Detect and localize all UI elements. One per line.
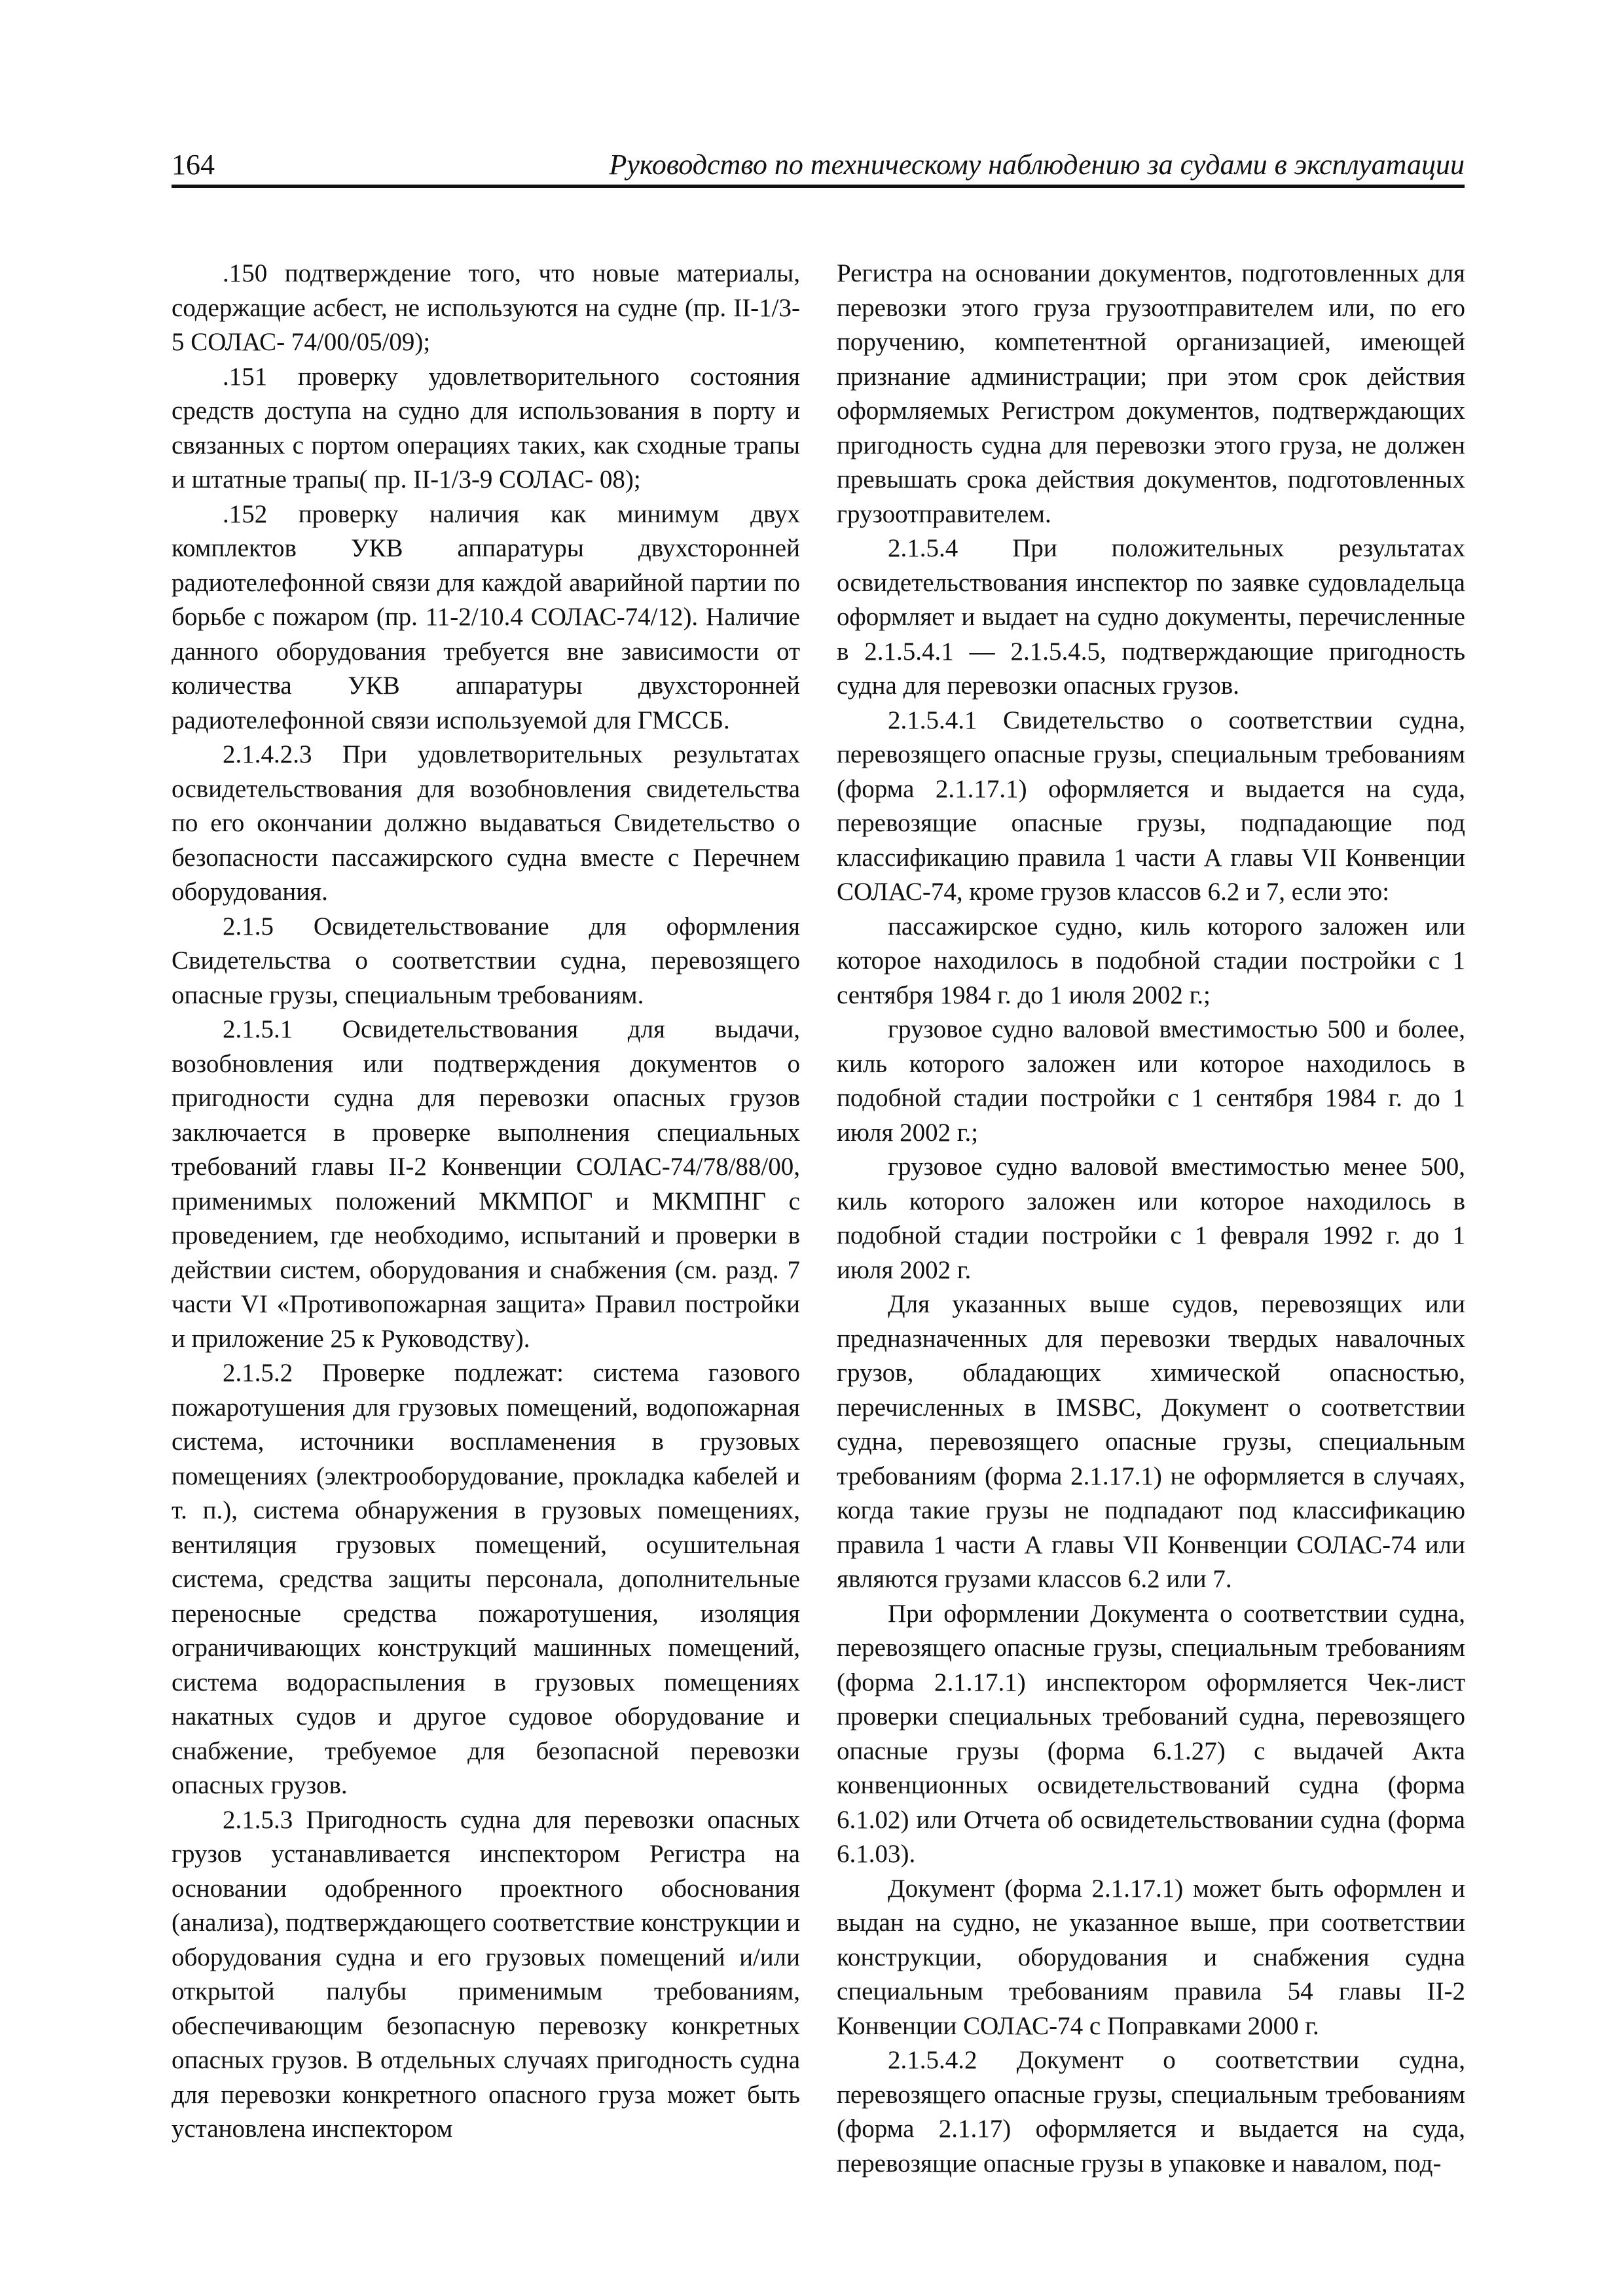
paragraph-150: .150 подтверждение того, что новые материалы, содержащие асбест, не используются на судне (пр. II-1/3-5 СОЛАС- 74/00/05/09);: [172, 259, 800, 356]
paragraph-2-1-4-2-3: 2.1.4.2.3 При удовлетворительных результатах освидетельствования для возобновления свидетельства по его окончании должно выдаваться Свидетельство о безопасности пассажирского судна вместе с Перечнем оборудования.: [172, 740, 800, 906]
running-title: Руководство по техническому наблюдению за судами в эксплуатации: [609, 149, 1465, 181]
paragraph-2-1-5-4-1: 2.1.5.4.1 Свидетельство о соответствии судна, перевозящего опасные грузы, специальным требованиям (форма 2.1.17.1) оформляется и выдается на суда, перевозящие опасные грузы, подпадающие под классификацию правила 1 части А главы VII Конвенции СОЛАС-74, кроме грузов классов 6.2 и 7, если это:: [837, 706, 1465, 906]
paragraph-152: .152 проверку наличия как минимум двух комплектов УКВ аппаратуры двухсторонней радиотелефонной связи для каждой аварийной партии по борьбе с пожаром (пр. 11-2/10.4 СОЛАС-74/12). Наличие данного оборудования требуется вне зависимости от количества УКВ аппаратуры двухсторонней радиотелефонной связи используемой для ГМССБ.: [172, 499, 800, 734]
right-column: [837, 257, 1465, 2181]
header-rule: [172, 185, 1465, 188]
paragraph-2-1-5-1: 2.1.5.1 Освидетельствования для выдачи, возобновления или подтверждения документов о пригодности судна для перевозки опасных грузов заключается в проверке выполнения специальных требований главы II-2 Конвенции СОЛАС-74/78/88/00, применимых положений МКМПОГ и МКМПНГ с проведением, где необходимо, испытаний и проверки в действии систем, оборудования и снабжения (см. разд. 7 части VI «Противопожарная защита» Правил постройки и приложение 25 к Руководству).: [172, 1015, 800, 1353]
page-number: 164: [172, 149, 215, 181]
paragraph-2-1-5-4-2: 2.1.5.4.2 Документ о соответствии судна, перевозящего опасные грузы, специальным требованиям (форма 2.1.17) оформляется и выдается на суда, перевозящие опасные грузы в упаковке и навалом, под-: [837, 2046, 1465, 2178]
paragraph-checklist: При оформлении Документа о соответствии судна, перевозящего опасные грузы, специальным требованиям (форма 2.1.17.1) инспектором оформляется Чек-лист проверки специальных требований судна, перевозящего опасные грузы (форма 6.1.27) с выдачей Акта конвенционных освидетельствований судна (форма 6.1.02) или Отчета об освидетельствовании судна (форма 6.1.03).: [837, 1599, 1465, 1868]
list-item-cargo-ship-under-500: грузовое судно валовой вместимостью менее 500, киль которого заложен или которое находилось в подобной стадии постройки с 1 февраля 1992 г. до 1 июля 2002 г.: [837, 1153, 1465, 1284]
list-item-cargo-ship-500-plus: грузовое судно валовой вместимостью 500 и более, киль которого заложен или которое находилось в подобной стадии постройки с 1 сентября 1984 г. до 1 июля 2002 г.;: [837, 1015, 1465, 1147]
section-heading-2-1-5: 2.1.5 Освидетельствование для оформления Свидетельства о соответствии судна, перевозящего опасные грузы, специальным требованиям.: [172, 912, 800, 1009]
left-column: [172, 257, 800, 2147]
page-header: [172, 145, 1465, 185]
paragraph-151: .151 проверку удовлетворительного состояния средств доступа на судно для использования в порту и связанных с портом операциях таких, как сходные трапы и штатные трапы( пр. II-1/3-9 СОЛАС- 08);: [172, 362, 800, 493]
paragraph-2-1-5-3-continued: Регистра на основании документов, подготовленных для перевозки этого груза грузоотправителем или, по его поручению, компетентной организацией, имеющей признание администрации; при этом срок действия оформляемых Регистром документов, подтверждающих пригодность судна для перевозки этого груза, не должен превышать срока действия документов, подготовленных грузоотправителем.: [837, 259, 1465, 528]
paragraph-2-1-5-3: 2.1.5.3 Пригодность судна для перевозки опасных грузов устанавливается инспектором Регистра на основании одобренного проектного обоснования (анализа), подтверждающего соответствие конструкции и оборудования судна и его грузовых помещений и/или открытой палубы применимым требованиям, обеспечивающим безопасную перевозку конкретных опасных грузов. В отдельных случаях пригодность судна для перевозки конкретного опасного груза может быть установлена инспектором: [172, 1805, 800, 2143]
paragraph-2-1-5-2: 2.1.5.2 Проверке подлежат: система газового пожаротушения для грузовых помещений, водопожарная система, источники воспламенения в грузовых помещениях (электрооборудование, прокладка кабелей и т. п.), система обнаружения в грузовых помещениях, вентиляция грузовых помещений, осушительная система, средства защиты персонала, дополнительные переносные средства пожаротушения, изоляция ограничивающих конструкций машинных помещений, система водораспыления в грузовых помещениях накатных судов и другое судовое оборудование и снабжение, требуемое для безопасной перевозки опасных грузов.: [172, 1359, 800, 1799]
paragraph-imsbc: Для указанных выше судов, перевозящих или предназначенных для перевозки твердых навалочных грузов, обладающих химической опасностью, перечисленных в IMSBC, Документ о соответствии судна, перевозящего опасные грузы, специальным требованиям (форма 2.1.17.1) не оформляется в случаях, когда такие грузы не подпадают под классификацию правила 1 части А главы VII Конвенции СОЛАС-74 или являются грузами классов 6.2 или 7.: [837, 1290, 1465, 1593]
list-item-passenger-ship: пассажирское судно, киль которого заложен или которое находилось в подобной стадии постройки с 1 сентября 1984 г. до 1 июля 2002 г.;: [837, 912, 1465, 1009]
paragraph-2-1-5-4: 2.1.5.4 При положительных результатах освидетельствования инспектор по заявке судовладельца оформляет и выдает на судно документы, перечисленные в 2.1.5.4.1 — 2.1.5.4.5, подтверждающие пригодность судна для перевозки опасных грузов.: [837, 534, 1465, 700]
paragraph-document-form: Документ (форма 2.1.17.1) может быть оформлен и выдан на судно, не указанное выше, при соответствии конструкции, оборудования и снабжения судна специальным требованиям правила 54 главы II-2 Конвенции СОЛАС-74 с Поправками 2000 г.: [837, 1874, 1465, 2040]
